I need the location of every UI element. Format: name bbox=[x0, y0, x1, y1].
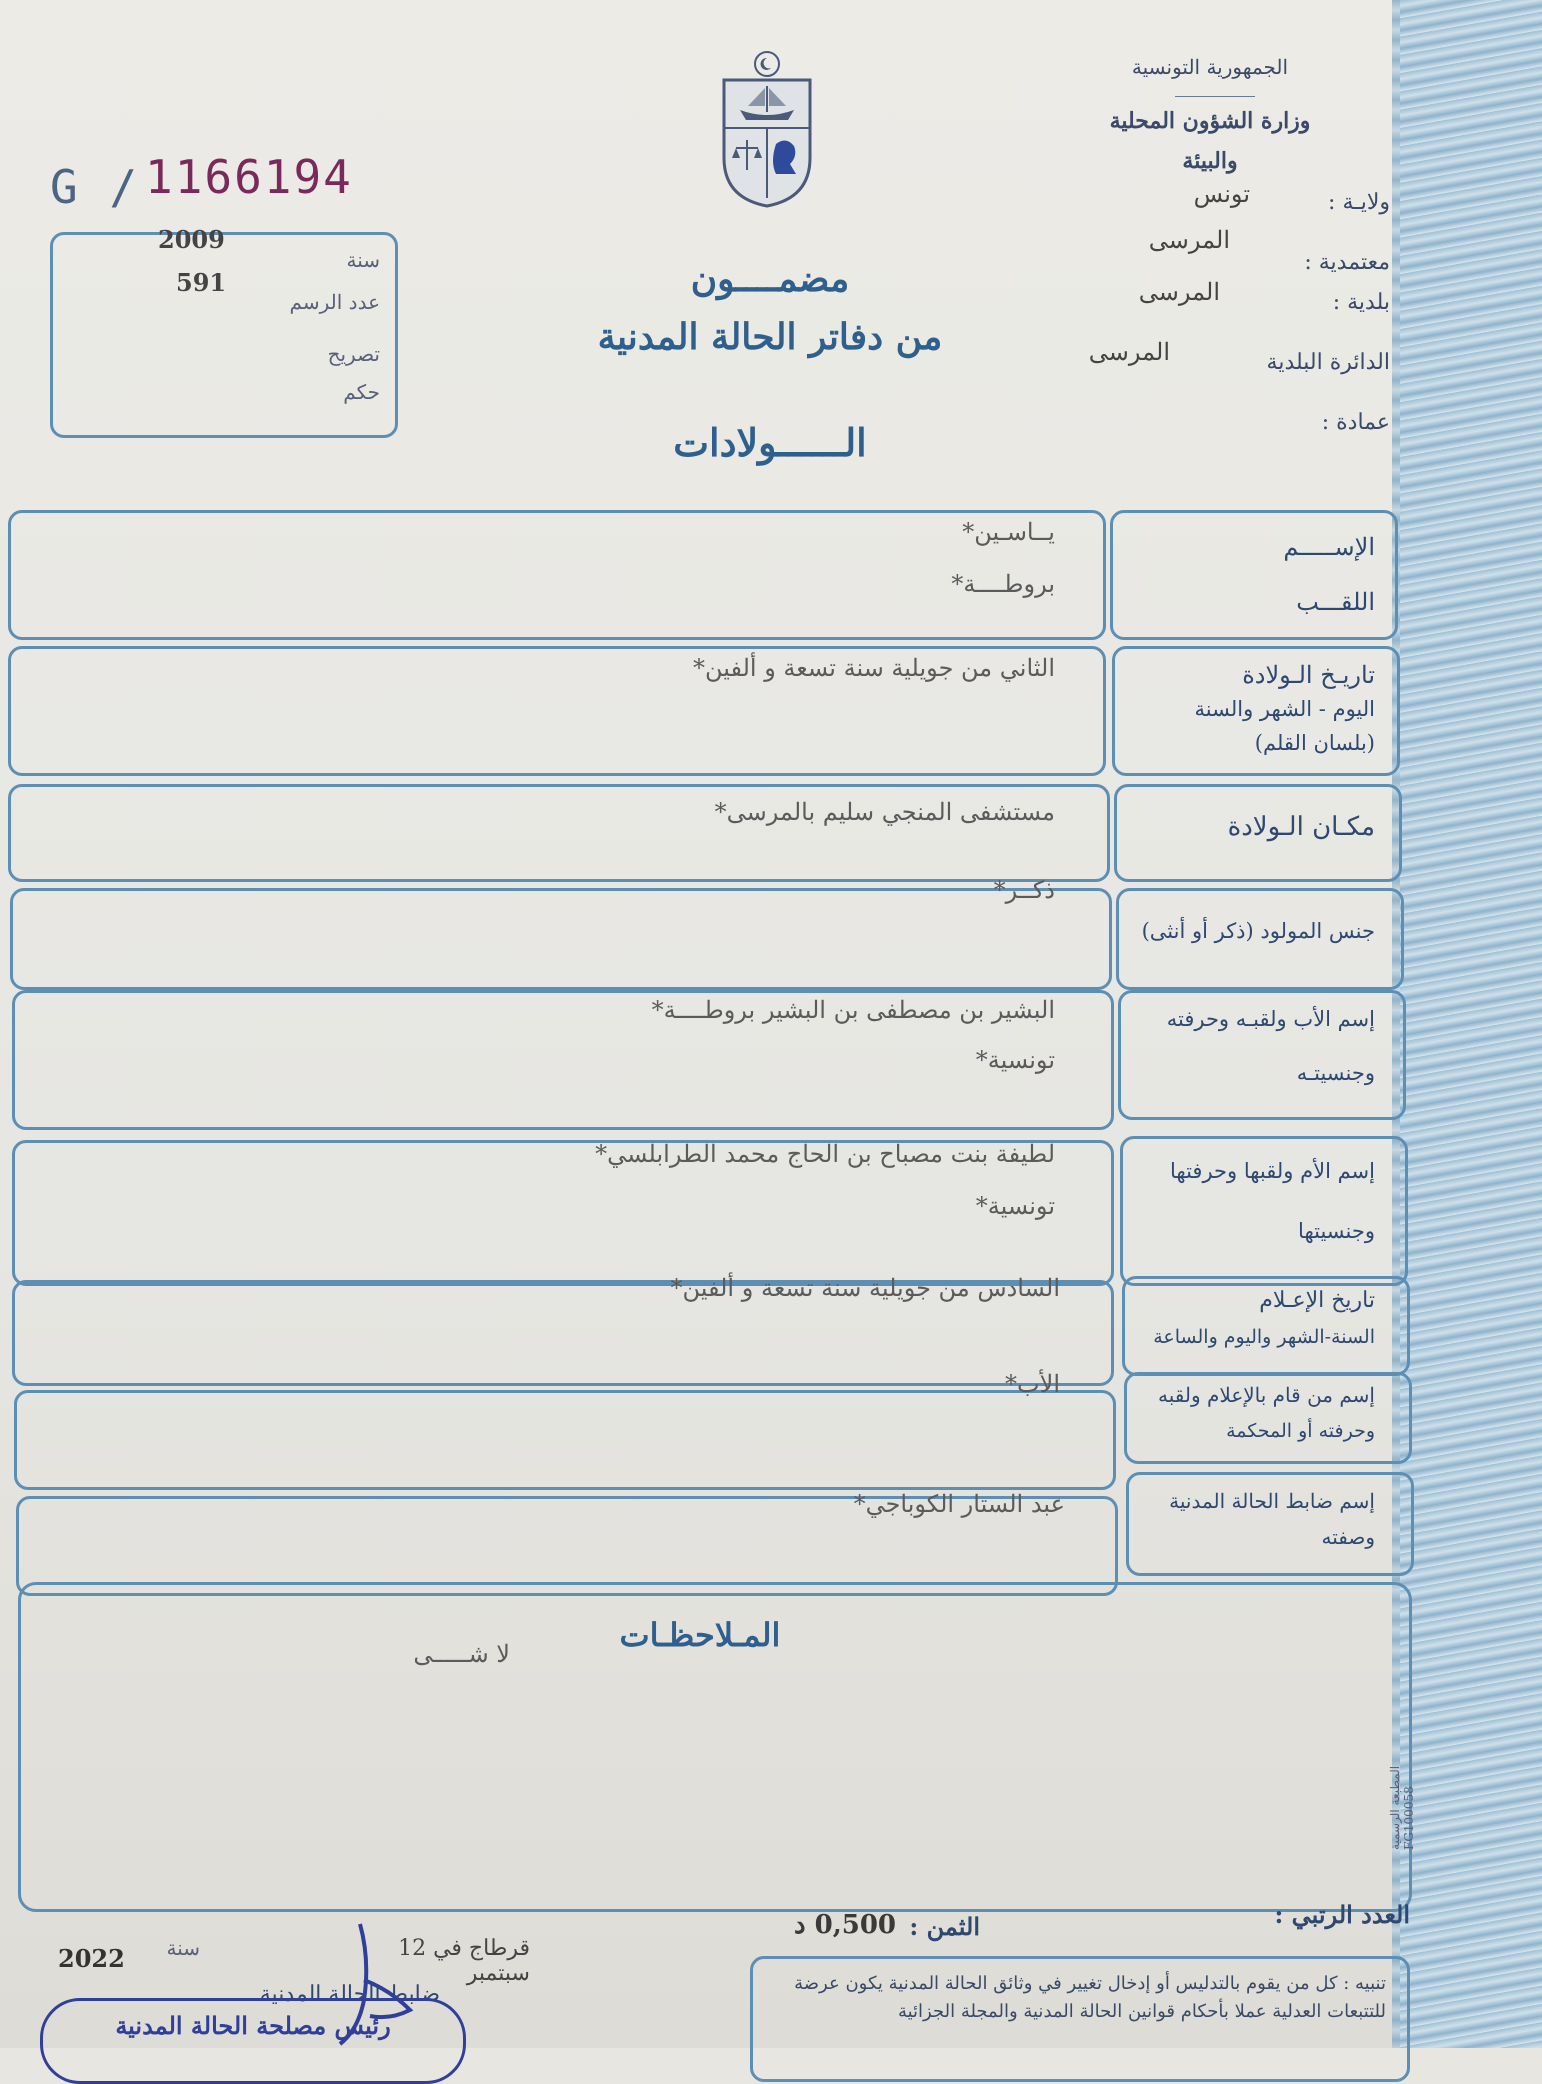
warning-text: تنبيه : كل من يقوم بالتدليس أو إدخال تغيير في وثائق الحالة المدنية يكون عرضة للتتبعات العدلية عملا بأحكام قوانين الحالة المدنية والمجلة الجزائية bbox=[794, 1973, 1386, 2022]
row-mother-label2: وجنسيتها bbox=[1298, 1219, 1375, 1243]
row-declarant-value-box bbox=[14, 1390, 1116, 1490]
record-number-value: 591 bbox=[176, 268, 227, 297]
record-year-label: سنة bbox=[346, 248, 380, 272]
record-number-label: عدد الرسم bbox=[289, 290, 380, 314]
stamp-text: رئيس مصلحة الحالة المدنية bbox=[115, 2011, 391, 2040]
row-father-value1: البشير بن مصطفى بن البشير بروطــــة* bbox=[651, 996, 1055, 1024]
notes-title: المـلاحظـات bbox=[619, 1616, 781, 1654]
coat-of-arms-icon bbox=[712, 48, 822, 208]
footer-year-value: 2022 bbox=[58, 1944, 125, 1973]
row-father-label2: وجنسيتـه bbox=[1296, 1061, 1375, 1085]
ordinal-label: العدد الرتبي : bbox=[1274, 1900, 1410, 1929]
price-value: 0,500 د bbox=[793, 1910, 897, 1940]
baladia-label: بلدية : bbox=[1332, 290, 1390, 315]
row-sex-value1: ذكــر* bbox=[993, 876, 1055, 904]
row-officer-label1: إسم ضابط الحالة المدنية bbox=[1169, 1489, 1375, 1513]
row-name-value1: يــاسـين* bbox=[962, 518, 1055, 546]
serial-number: 1166194 bbox=[145, 150, 353, 204]
row-mother-value2: تونسية* bbox=[975, 1192, 1055, 1220]
official-stamp bbox=[40, 1998, 466, 2084]
place-date: قرطاج في 12 سبتمبر bbox=[398, 1936, 530, 1986]
motamadia-label: معتمدية : bbox=[1304, 250, 1390, 275]
row-declarant-label2: وحرفته أو المحكمة bbox=[1226, 1420, 1375, 1442]
motamadia-value: المرسى bbox=[1148, 226, 1230, 254]
row-declaration-date-label1: تاريخ الإعـلام bbox=[1259, 1288, 1375, 1313]
title-line1: مضمــــون bbox=[690, 258, 850, 300]
row-name-label2: اللقـــب bbox=[1296, 588, 1375, 616]
baladia-value: المرسى bbox=[1138, 278, 1220, 306]
record-declaration-label: تصريح bbox=[327, 342, 380, 366]
header-divider bbox=[1175, 96, 1255, 97]
notes-value: لا شـــــى bbox=[413, 1640, 510, 1668]
price-label: الثمن : bbox=[909, 1912, 980, 1941]
record-judgment-label: حكم bbox=[343, 380, 380, 404]
row-declarant-label1: إسم من قام بالإعلام ولقبه bbox=[1158, 1383, 1375, 1407]
daira-value: المرسى bbox=[1088, 338, 1170, 366]
wilaya-label: ولايـة : bbox=[1328, 190, 1390, 215]
row-declaration-date-label2: السنة-الشهر واليوم والساعة bbox=[1153, 1326, 1375, 1348]
row-officer-value1: عبد الستار الكوباجي* bbox=[853, 1490, 1065, 1518]
row-birthplace-value1: مستشفى المنجي سليم بالمرسى* bbox=[714, 798, 1055, 826]
ministry-line1: وزارة الشؤون المحلية bbox=[1109, 108, 1311, 134]
row-mother-value1: لطيفة بنت مصباح بن الحاج محمد الطرابلسي* bbox=[595, 1140, 1055, 1168]
omada-label: عمادة : bbox=[1321, 410, 1390, 435]
wilaya-value: تونس bbox=[1193, 180, 1250, 208]
serial-prefix: G / bbox=[50, 160, 140, 214]
record-year-value: 2009 bbox=[158, 225, 225, 254]
daira-label: الدائرة البلدية bbox=[1266, 350, 1390, 375]
ministry-line2: والبيئة bbox=[1182, 148, 1238, 174]
decorative-ribbon bbox=[1400, 0, 1542, 2048]
row-declaration-date-value1: السادس من جويلية سنة تسعة و ألفين* bbox=[670, 1274, 1060, 1302]
section-title: الــــــولادات bbox=[673, 420, 867, 465]
row-officer-label2: وصفته bbox=[1321, 1525, 1375, 1549]
row-birthdate-label1: تاريـخ الـولادة bbox=[1242, 661, 1375, 689]
row-father-value2: تونسية* bbox=[975, 1046, 1055, 1074]
title-line2: من دفاتر الحالة المدنية bbox=[597, 316, 943, 358]
row-name-value2: بروطــــة* bbox=[951, 570, 1055, 598]
row-birthplace-label1: مكـان الـولادة bbox=[1227, 812, 1375, 842]
row-birthdate-value1: الثاني من جويلية سنة تسعة و ألفين* bbox=[692, 654, 1055, 682]
row-name-label1: الإســـــم bbox=[1283, 533, 1375, 561]
row-birthdate-label3: (بلسان القلم) bbox=[1254, 731, 1375, 755]
printer-mark: المطبعة الرسمية FG100058 bbox=[1388, 1765, 1416, 1850]
row-father-label1: إسم الأب ولقبـه وحرفته bbox=[1166, 1007, 1375, 1031]
officer-label: ضابط الحالة المدنية bbox=[259, 1982, 440, 2007]
row-sex-label1: جنس المولود (ذكر أو أنثى) bbox=[1141, 919, 1375, 943]
row-declarant-value1: الأب* bbox=[1005, 1370, 1060, 1398]
footer-year-label: سنة bbox=[166, 1936, 200, 1960]
row-birthdate-label2: اليوم - الشهر والسنة bbox=[1194, 697, 1375, 721]
row-mother-label1: إسم الأم ولقبها وحرفتها bbox=[1170, 1159, 1375, 1183]
republic-label: الجمهورية التونسية bbox=[1131, 55, 1289, 79]
